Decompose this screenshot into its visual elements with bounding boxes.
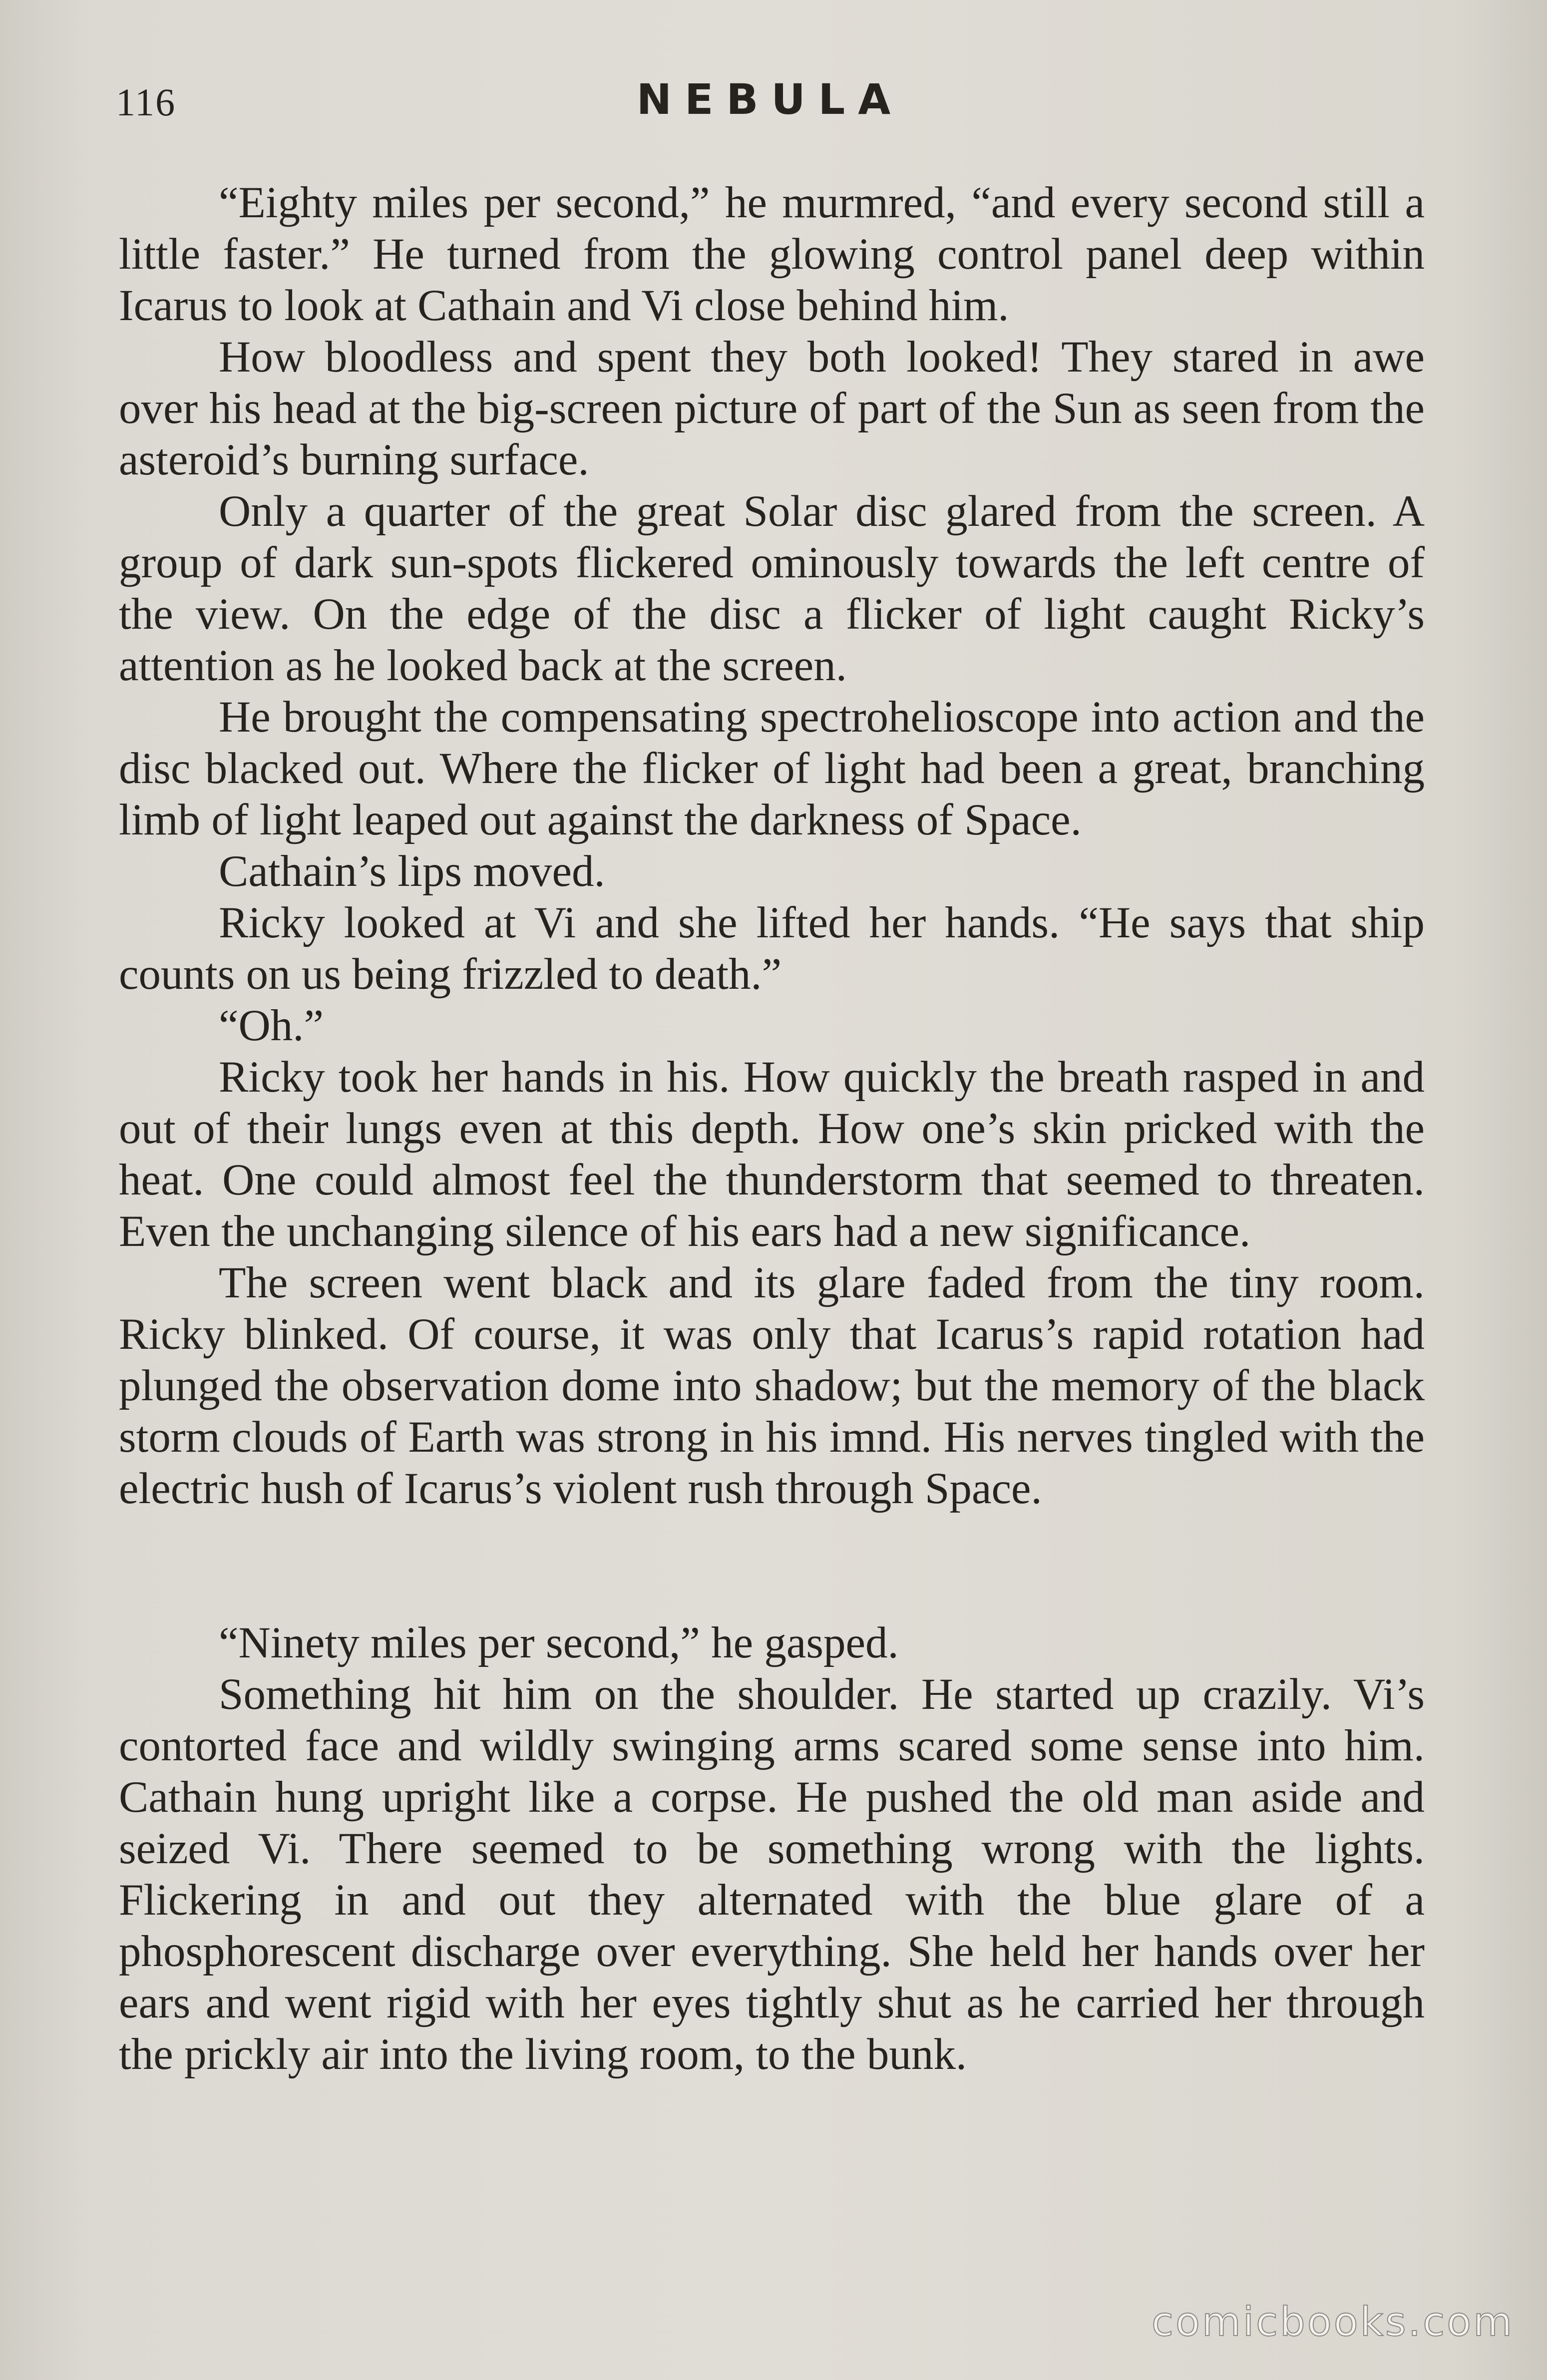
page-header: [116, 75, 1424, 130]
paragraph: How bloodless and spent they both looked! They stared in awe over his head at the big-screen picture of part of the Sun as seen from the asteroid’s burning surface.: [119, 333, 1425, 484]
paragraph: “Ninety miles per second,” he gasped.: [219, 1618, 899, 1667]
paragraph: “Oh.”: [219, 1001, 324, 1050]
paragraph: “Eighty miles per second,” he murmred, “and every second still a little faster.” He turned from the glowing control panel deep within Icarus to look at Cathain and Vi close behind him.: [119, 178, 1425, 330]
paragraph: Ricky took her hands in his. How quickly the breath rasped in and out of their lungs even at this depth. How one’s skin pricked with the heat. One could almost feel the thunderstorm that seemed to threaten. Even the unchanging silence of his ears had a new significance.: [119, 1053, 1425, 1256]
running-head: NEBULA: [636, 75, 904, 124]
paragraph: Only a quarter of the great Solar disc glared from the screen. A group of dark sun-spots flickered ominously towards the left centre of the view. On the edge of the disc a flicker of light caught Ricky’s attention as he looked back at the screen.: [119, 487, 1425, 690]
paragraph: He brought the compensating spectrohelioscope into action and the disc blacked out. Where the flicker of light had been a great, branching limb of light leaped out against the darkness of Space.: [119, 693, 1425, 844]
page-number: 116: [116, 80, 176, 124]
paragraph: Cathain’s lips moved.: [219, 847, 605, 896]
page-body: [119, 177, 1425, 2080]
section-break: [119, 1515, 1425, 1617]
paragraph: The screen went black and its glare faded from the tiny room. Ricky blinked. Of course, it was only that Icarus’s rapid rotation had plunged the observation dome into shadow; but the memory of the black storm clouds of Earth was strong in his imnd. His nerves tingled with the electric hush of Icarus’s violent rush through Space.: [119, 1258, 1425, 1513]
paragraph: Ricky looked at Vi and she lifted her hands. “He says that ship counts on us being frizzled to death.”: [119, 898, 1425, 999]
paragraph: Something hit him on the shoulder. He started up crazily. Vi’s contorted face and wildly swinging arms scared some sense into him. Cathain hung upright like a corpse. He pushed the old man aside and seized Vi. There seemed to be something wrong with the lights. Flickering in and out they alternated with the blue glare of a phosphorescent discharge over everything. She held her hands over her ears and went rigid with her eyes tightly shut as he carried her through the prickly air into the living room, to the bunk.: [119, 1670, 1425, 2079]
watermark: comicbooks.com: [1151, 2299, 1514, 2345]
